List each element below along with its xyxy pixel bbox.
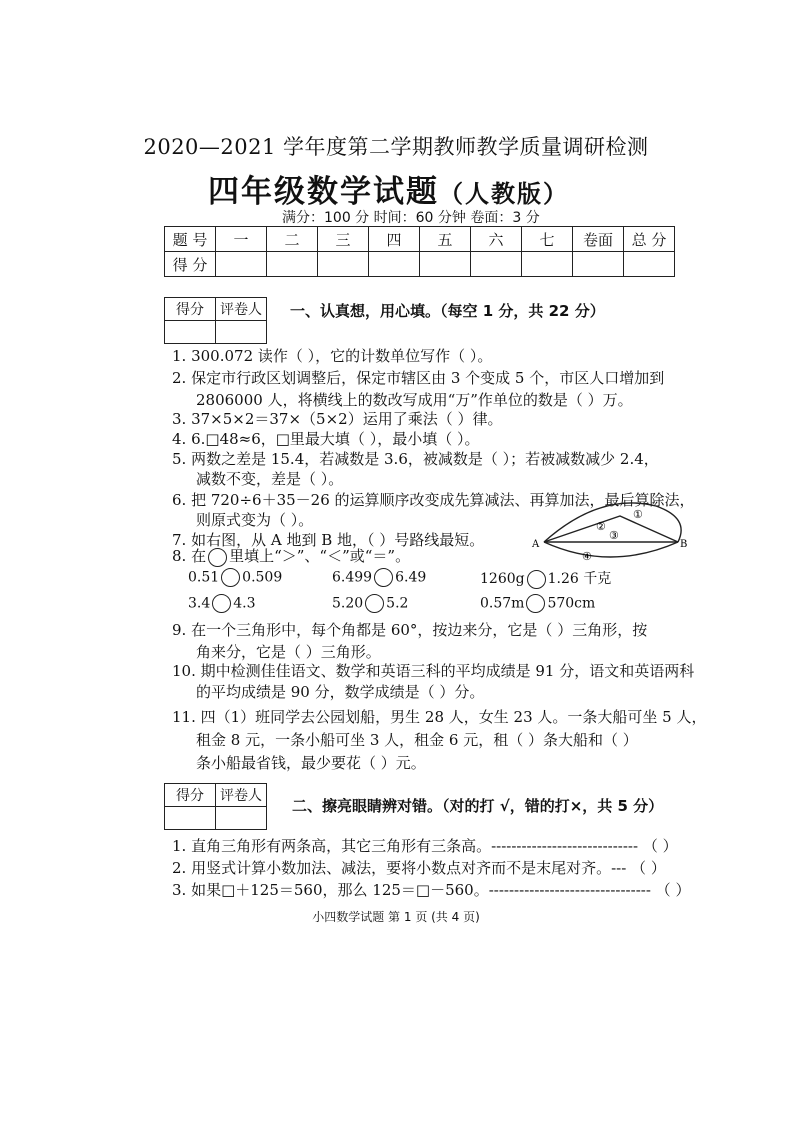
exam-info: 满分：100 分 时间：60 分钟 卷面：3 分 [282, 210, 540, 226]
score-input-cell[interactable] [267, 252, 318, 277]
compare-right: 570cm [547, 595, 596, 612]
score-row-label: 得 分 [165, 252, 216, 277]
question-9: 9. 在一个三角形中，每个角都是 60°，按边来分，它是（ ）三角形，按 [172, 621, 648, 639]
section1-heading: 一、认真想，用心填。（每空 1 分，共 22 分） [290, 302, 605, 320]
score-input-cell[interactable] [624, 252, 675, 277]
exam-title-main: 四年级数学试题 [208, 174, 439, 210]
question-11-cont: 条小船最省钱，最少要花（ ）元。 [196, 754, 426, 772]
question-9-cont: 角来分，它是（ ）三角形。 [196, 643, 381, 661]
question-6-cont: 则原式变为（ ）。 [196, 511, 314, 529]
compare-circle[interactable] [526, 594, 545, 613]
compare-left: 0.51 [188, 569, 220, 586]
score-header-cell: 卷面 [573, 227, 624, 252]
question-4: 4. 6.□48≈6，□里最大填（ ），最小填（ ）。 [172, 430, 480, 448]
compare-right: 5.2 [386, 595, 409, 612]
question-11-cont: 租金 8 元，一条小船可坐 3 人，租金 6 元，租（ ）条大船和（ ） [196, 731, 638, 749]
compare-right: 4.3 [233, 595, 256, 612]
compare-item [480, 568, 611, 589]
question-8-suffix: 里填上“＞”、“＜”或“＝”。 [229, 547, 411, 565]
compare-item [332, 594, 408, 613]
compare-left: 1260g [480, 571, 525, 587]
score-header-cell: 五 [420, 227, 471, 252]
question-1: 1. 300.072 读作（ ），它的计数单位写作（ ）。 [172, 347, 493, 365]
route-3-label: ③ [609, 529, 619, 542]
question-3: 3. 37×5×2＝37×（5×2）运用了乘法（ ）律。 [172, 410, 503, 428]
exam-title-edition: （人教版） [439, 180, 569, 208]
question-5-cont: 减数不变，差是（ ）。 [196, 470, 344, 488]
grader-name-cell[interactable] [216, 321, 267, 344]
score-header-cell: 二 [267, 227, 318, 252]
compare-circle[interactable] [374, 568, 393, 587]
exam-series-title: 2020—2021 学年度第二学期教师教学质量调研检测 [143, 135, 649, 159]
question-11: 11. 四（1）班同学去公园划船，男生 28 人，女生 23 人。一条大船可坐 5 人， [172, 708, 707, 726]
score-header-cell: 七 [522, 227, 573, 252]
question-5: 5. 两数之差是 15.4，若减数是 3.6，被减数是（ ）；若被减数减少 2.4， [172, 450, 659, 468]
section1-grader-box [164, 297, 267, 344]
compare-left: 6.499 [332, 569, 373, 586]
compare-circle[interactable] [212, 594, 231, 613]
compare-left: 3.4 [188, 595, 211, 612]
compare-item [332, 568, 426, 587]
compare-circle[interactable] [365, 594, 384, 613]
judge-item-3: 3. 如果□＋125＝560，那么 125＝□－560。-------------------------------- （ ） [172, 881, 691, 899]
question-7: 7. 如右图，从 A 地到 B 地，（ ）号路线最短。 [172, 531, 485, 549]
score-input-cell[interactable] [216, 252, 267, 277]
score-input-cell[interactable] [471, 252, 522, 277]
compare-circle[interactable] [221, 568, 240, 587]
question-10-cont: 的平均成绩是 90 分，数学成绩是（ ）分。 [196, 683, 485, 701]
compare-item [188, 594, 256, 613]
page-footer: 小四数学试题 第 1 页 (共 4 页) [312, 910, 480, 924]
question-2: 2. 保定市行政区划调整后，保定市辖区由 3 个变成 5 个，市区人口增加到 [172, 369, 665, 387]
score-header-cell: 三 [318, 227, 369, 252]
question-2-cont: 2806000 人，将横线上的数改写成用“万”作单位的数是（ ）万。 [196, 391, 633, 409]
route-1-label: ① [633, 508, 643, 521]
judge-item-1: 1. 直角三角形有两条高，其它三角形有三条高。----------------------------- （ ） [172, 837, 678, 855]
circle-icon [208, 548, 227, 567]
grader-score-label: 得分 [165, 784, 216, 807]
grader-name-cell[interactable] [216, 807, 267, 830]
compare-left: 5.20 [332, 595, 364, 612]
judge-item-2: 2. 用竖式计算小数加法、减法，要将小数点对齐而不是末尾对齐。--- （ ） [172, 859, 666, 877]
score-header-cell: 四 [369, 227, 420, 252]
score-input-cell[interactable] [522, 252, 573, 277]
route-4-path [544, 542, 678, 557]
compare-right: 0.509 [242, 569, 283, 586]
exam-title [208, 166, 569, 211]
grader-score-cell[interactable] [165, 321, 216, 344]
score-table [164, 226, 675, 277]
score-header-cell: 题 号 [165, 227, 216, 252]
score-input-cell[interactable] [420, 252, 471, 277]
score-header-cell: 一 [216, 227, 267, 252]
route-4-label: ④ [582, 550, 592, 562]
question-8 [172, 545, 410, 567]
score-table-header-row [165, 227, 675, 252]
route-diagram [530, 500, 690, 562]
score-header-cell: 总 分 [624, 227, 675, 252]
grader-name-label: 评卷人 [216, 298, 267, 321]
score-table-score-row [165, 252, 675, 277]
point-b-label: B [680, 539, 688, 550]
compare-right: 6.49 [395, 569, 427, 586]
question-6: 6. 把 720÷6＋35－26 的运算顺序改变成先算减法、再算加法，最后算除法， [172, 491, 695, 509]
compare-item [188, 568, 282, 587]
section2-heading: 二、擦亮眼睛辨对错。（对的打 √，错的打×，共 5 分） [292, 797, 664, 815]
grader-score-label: 得分 [165, 298, 216, 321]
score-input-cell[interactable] [369, 252, 420, 277]
compare-left: 0.57m [480, 595, 525, 612]
score-header-cell: 六 [471, 227, 522, 252]
compare-right: 1.26 千克 [547, 571, 612, 587]
grader-score-cell[interactable] [165, 807, 216, 830]
section2-grader-box [164, 783, 267, 830]
compare-circle[interactable] [527, 570, 546, 589]
point-a-label: A [532, 539, 540, 550]
question-10: 10. 期中检测佳佳语文、数学和英语三科的平均成绩是 91 分，语文和英语两科 [172, 662, 695, 680]
score-input-cell[interactable] [573, 252, 624, 277]
compare-item [480, 594, 595, 613]
grader-name-label: 评卷人 [216, 784, 267, 807]
route-2-label: ② [596, 520, 606, 533]
question-8-prefix: 8. 在 [172, 547, 207, 565]
score-input-cell[interactable] [318, 252, 369, 277]
